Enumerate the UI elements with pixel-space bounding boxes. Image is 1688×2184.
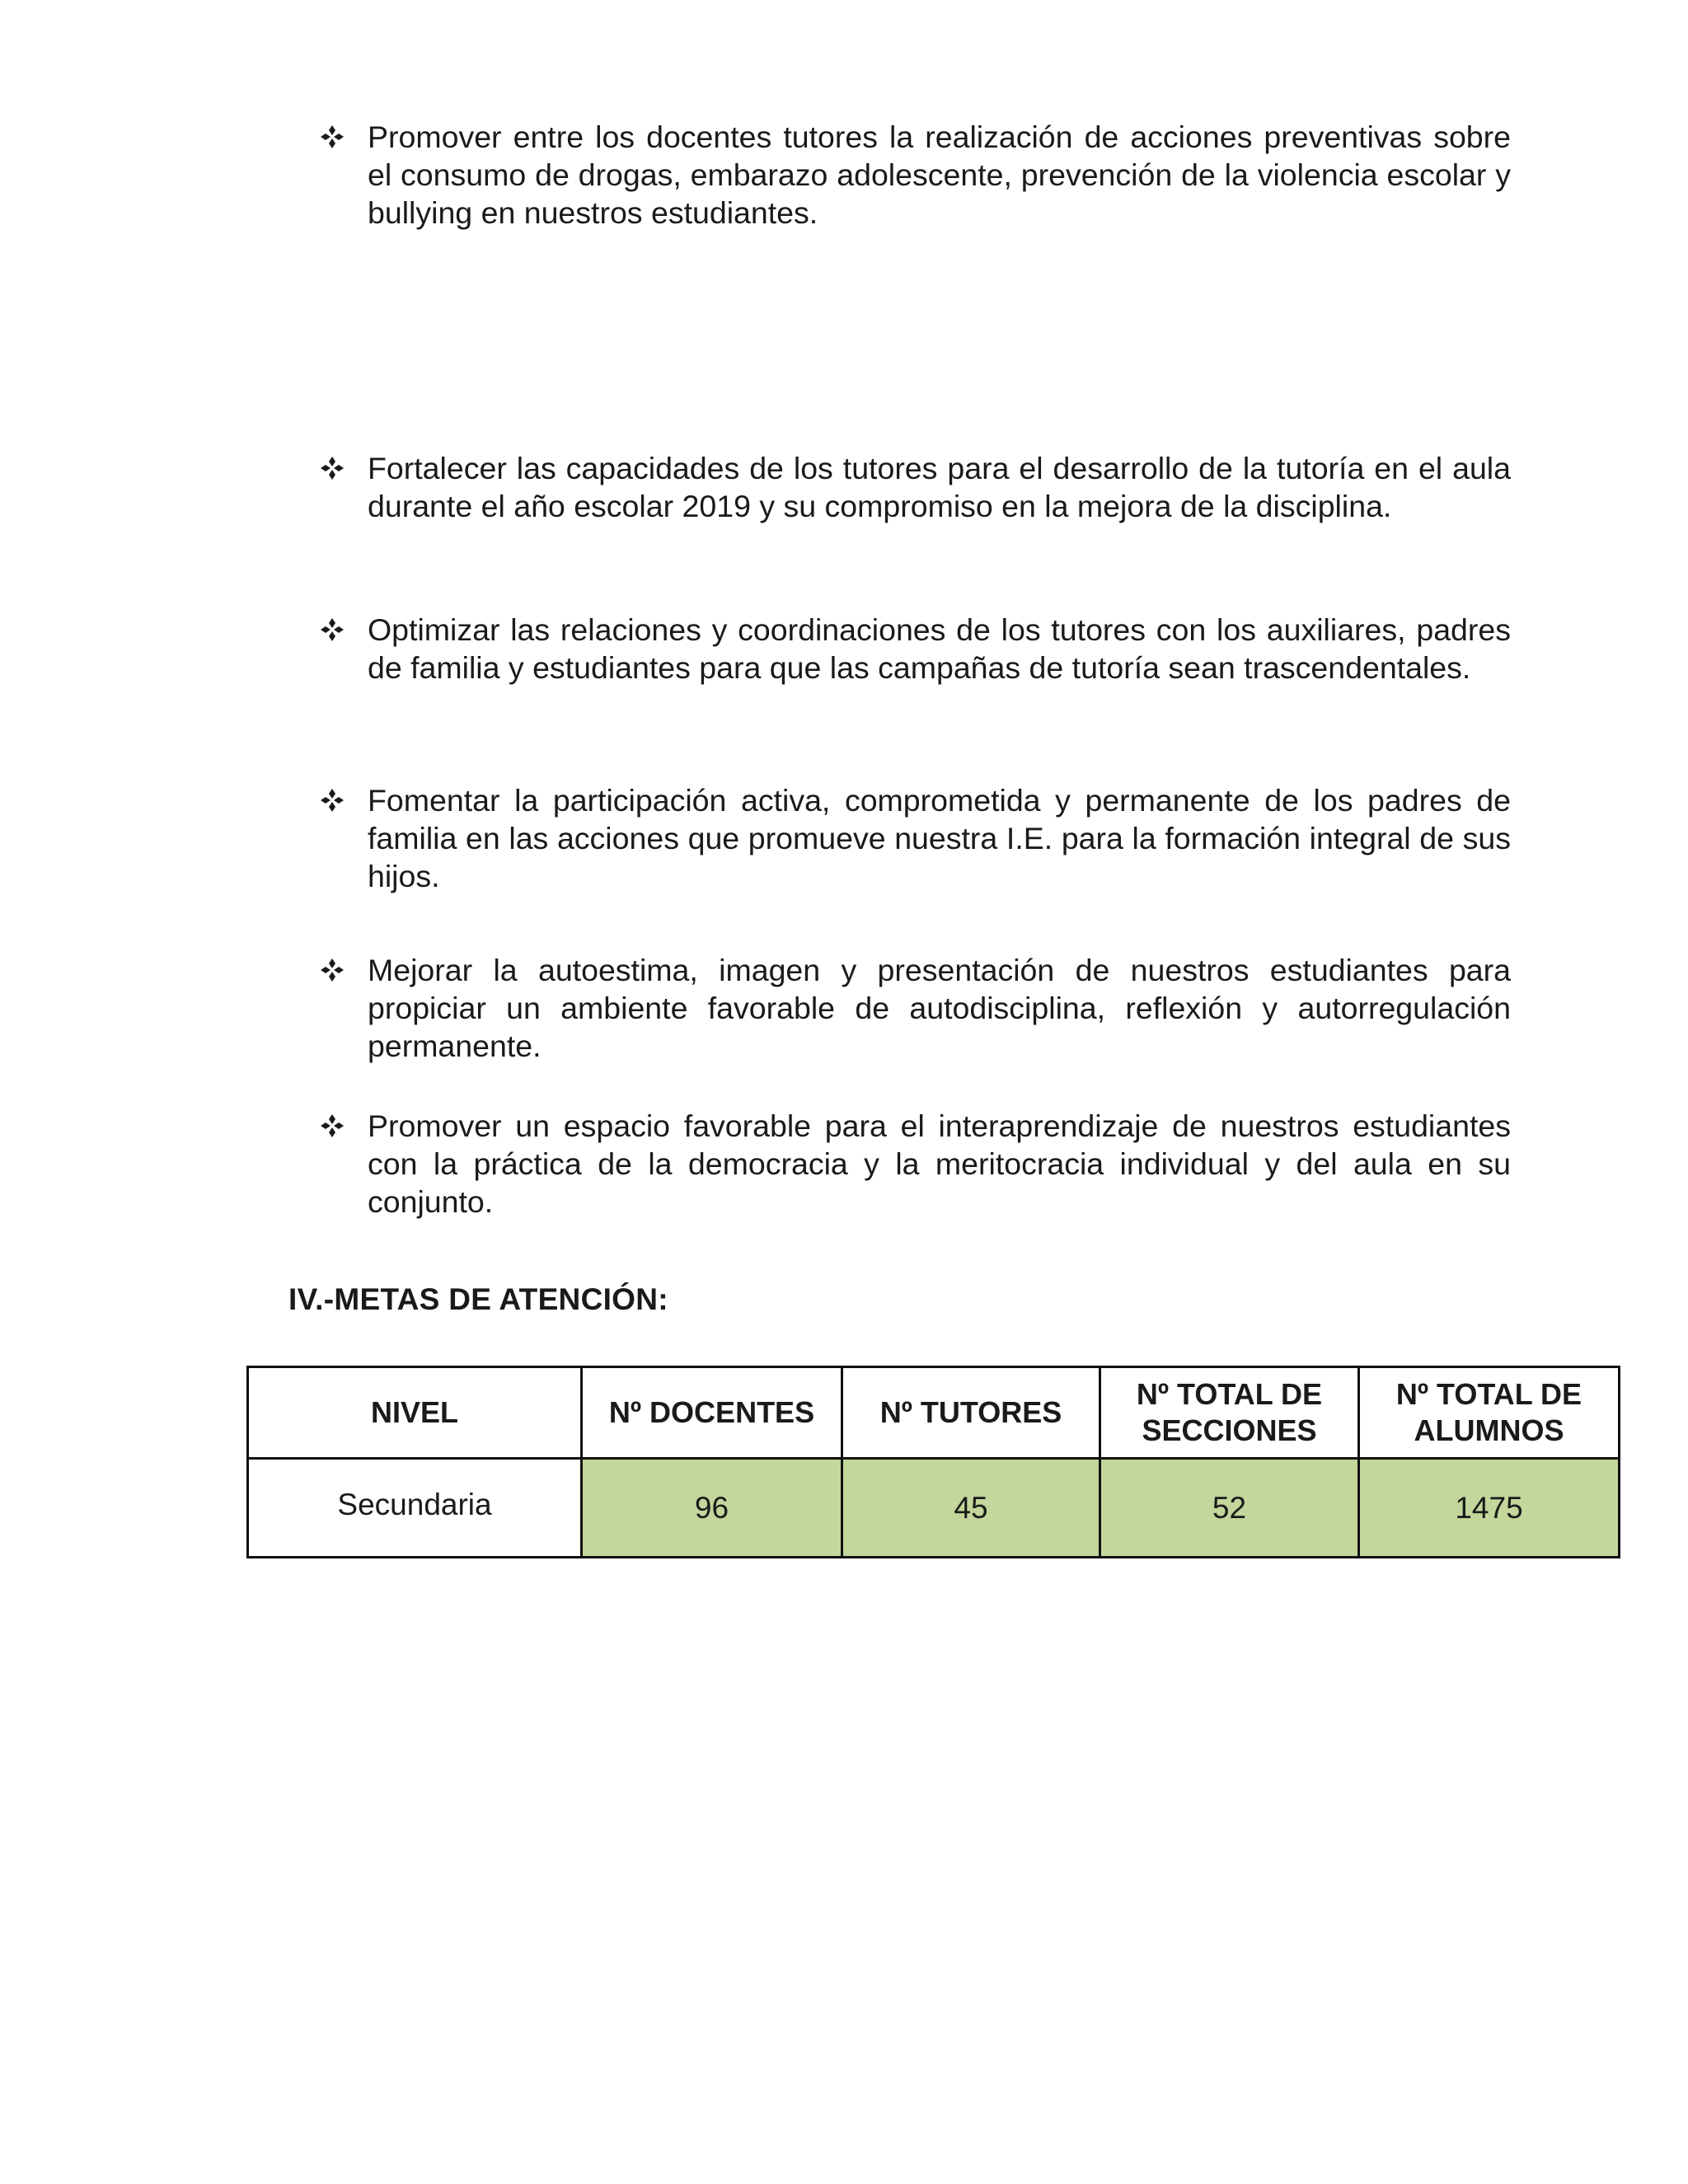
cell-docentes: 96 xyxy=(582,1459,842,1558)
four-diamond-bullet-icon xyxy=(320,781,368,819)
table-row xyxy=(248,1459,1620,1558)
objective-text: Fortalecer las capacidades de los tutores para el desarrollo de la tutoría en el aula durante el año escolar 2019 y su compromiso en la mejora de la disciplina. xyxy=(368,451,1511,523)
four-diamond-bullet-icon xyxy=(320,951,368,989)
table-header-row xyxy=(248,1367,1620,1459)
cell-level: Secundaria xyxy=(248,1459,582,1558)
objective-text: Fomentar la participación activa, comprometida y permanente de los padres de familia en las acciones que promueve nuestra I.E. para la formación integral de sus hijos. xyxy=(368,783,1511,893)
cell-alumnos: 1475 xyxy=(1359,1459,1620,1558)
cell-secciones: 52 xyxy=(1100,1459,1359,1558)
four-diamond-bullet-icon xyxy=(320,1107,368,1145)
objective-item xyxy=(320,1107,1511,1221)
objective-item xyxy=(320,781,1511,895)
cell-tutores: 45 xyxy=(842,1459,1100,1558)
header-nivel: NIVEL xyxy=(248,1367,582,1459)
objective-item xyxy=(320,951,1511,1065)
objective-text: Promover entre los docentes tutores la realización de acciones preventivas sobre el consumo de drogas, embarazo adolescente, prevención de la violencia escolar y bullying en nuestros estudiantes. xyxy=(368,120,1511,230)
header-docentes: Nº DOCENTES xyxy=(582,1367,842,1459)
objective-item xyxy=(320,449,1511,525)
objective-text: Optimizar las relaciones y coordinaciones de los tutores con los auxiliares, padres de familia y estudiantes para que las campañas de tutoría sean trascendentales. xyxy=(368,612,1511,685)
four-diamond-bullet-icon xyxy=(320,449,368,487)
objective-item xyxy=(320,611,1511,687)
section-heading: IV.-METAS DE ATENCIÓN: xyxy=(288,1282,668,1316)
header-tutores: Nº TUTORES xyxy=(842,1367,1100,1459)
header-secciones: Nº TOTAL DE SECCIONES xyxy=(1100,1367,1359,1459)
four-diamond-bullet-icon xyxy=(320,611,368,649)
header-alumnos: Nº TOTAL DE ALUMNOS xyxy=(1359,1367,1620,1459)
objective-text: Mejorar la autoestima, imagen y presentación de nuestros estudiantes para propiciar un ambiente favorable de autodisciplina, reflexión y autorregulación permanente. xyxy=(368,953,1511,1063)
goals-table xyxy=(246,1366,1620,1558)
objective-text: Promover un espacio favorable para el interaprendizaje de nuestros estudiantes con la práctica de la democracia y la meritocracia individual y del aula en su conjunto. xyxy=(368,1108,1511,1219)
objective-item xyxy=(320,118,1511,232)
four-diamond-bullet-icon xyxy=(320,118,368,156)
